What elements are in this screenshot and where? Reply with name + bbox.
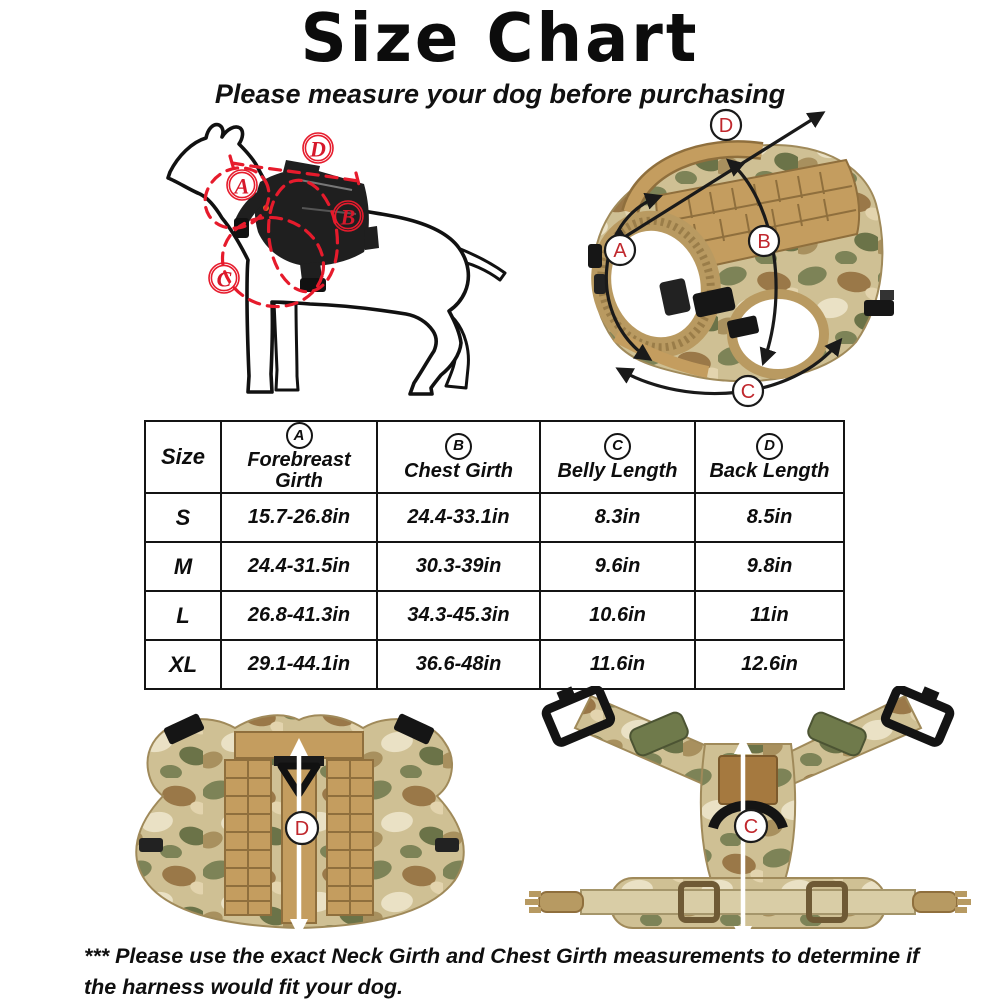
table-row-s — [145, 493, 844, 542]
value-cell: 9.8in — [695, 542, 844, 591]
value-cell: 12.6in — [695, 640, 844, 689]
footnote-line-1: *** Please use the exact Neck Girth and Chest Girth measurements to determine if — [84, 944, 920, 968]
svg-text:C: C — [216, 266, 232, 292]
photo-label-d — [711, 110, 741, 140]
circled-letter-a: A — [286, 422, 313, 449]
svg-text:C: C — [740, 381, 756, 403]
col-header-chest-girth: B Chest Girth — [377, 421, 540, 493]
svg-text:A: A — [234, 173, 250, 199]
svg-text:C: C — [743, 816, 759, 838]
col-header-size: Size — [145, 421, 221, 493]
measure-label-d — [303, 133, 333, 163]
table-row-l — [145, 591, 844, 640]
value-cell: 10.6in — [540, 591, 695, 640]
size-table — [144, 420, 845, 690]
value-cell: 26.8-41.3in — [221, 591, 377, 640]
svg-text:A: A — [613, 240, 627, 262]
col-header-forebreast-girth: A Forebreast Girth — [221, 421, 377, 493]
size-cell: S — [145, 493, 221, 542]
svg-text:B: B — [757, 231, 771, 253]
col-header-back-length: D Back Length — [695, 421, 844, 493]
table-header-row — [145, 421, 844, 493]
value-cell: 29.1-44.1in — [221, 640, 377, 689]
harness-top-view-photo — [123, 698, 475, 942]
molle-column-right — [327, 760, 373, 915]
value-cell: 36.6-48in — [377, 640, 540, 689]
svg-text:B: B — [340, 204, 356, 230]
harness-bottom-view-photo — [523, 686, 975, 950]
svg-text:D: D — [294, 818, 310, 840]
footnote-line-2: the harness would fit your dog. — [84, 975, 403, 999]
value-cell: 15.7-26.8in — [221, 493, 377, 542]
svg-text:D: D — [310, 136, 326, 162]
page-title: Size Chart — [300, 0, 700, 78]
value-cell: 24.4-31.5in — [221, 542, 377, 591]
photo-label-c-bottom — [735, 810, 767, 842]
measure-label-c — [209, 263, 239, 293]
value-cell: 8.3in — [540, 493, 695, 542]
value-cell: 34.3-45.3in — [377, 591, 540, 640]
value-cell: 11in — [695, 591, 844, 640]
photo-label-d-top — [286, 812, 318, 844]
table-row-xl — [145, 640, 844, 689]
size-cell: XL — [145, 640, 221, 689]
photo-label-c — [733, 376, 763, 406]
page-subtitle: Please measure your dog before purchasing — [214, 79, 786, 109]
size-cell: M — [145, 542, 221, 591]
svg-text:D: D — [718, 115, 734, 137]
dog-measurement-diagram — [150, 110, 545, 410]
circled-letter-b: B — [445, 433, 472, 460]
col-header-belly-length: C Belly Length — [540, 421, 695, 493]
size-cell: L — [145, 591, 221, 640]
molle-column-left — [225, 760, 271, 915]
photo-label-b — [749, 226, 779, 256]
circled-letter-c: C — [604, 433, 631, 460]
velcro-patch — [719, 756, 777, 804]
table-row-m — [145, 542, 844, 591]
belly-webbing — [581, 890, 915, 914]
photo-label-a — [605, 235, 635, 265]
value-cell: 9.6in — [540, 542, 695, 591]
value-cell: 8.5in — [695, 493, 844, 542]
circled-letter-d: D — [756, 433, 783, 460]
value-cell: 11.6in — [540, 640, 695, 689]
value-cell: 30.3-39in — [377, 542, 540, 591]
harness-side-photo — [558, 104, 920, 418]
value-cell: 24.4-33.1in — [377, 493, 540, 542]
